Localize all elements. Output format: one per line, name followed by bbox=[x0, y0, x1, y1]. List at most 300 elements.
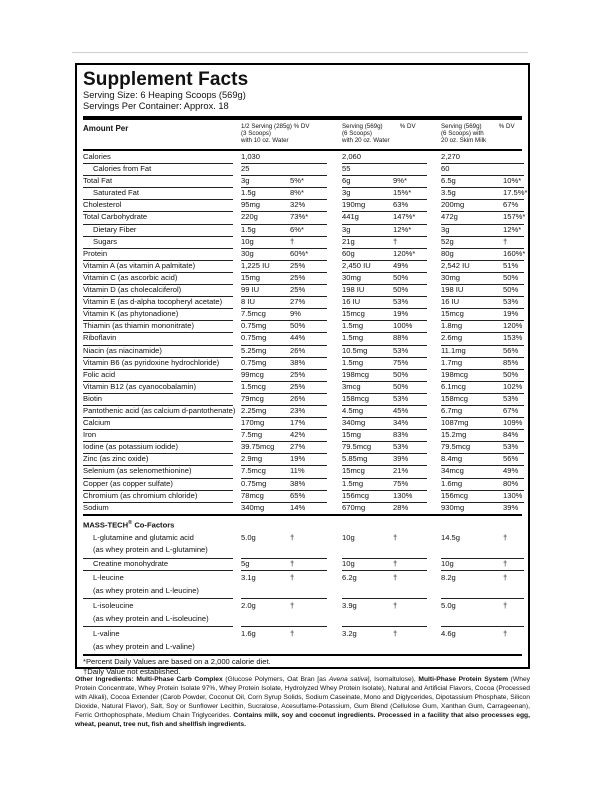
amount-serving-water: 55 bbox=[342, 164, 351, 174]
amount-serving-milk: 11.1mg bbox=[441, 345, 466, 355]
amount-serving-milk: 472g bbox=[441, 212, 458, 222]
dv-half-serving: 23% bbox=[290, 405, 306, 415]
dv-serving-water: 53% bbox=[393, 345, 409, 355]
row-divider bbox=[342, 626, 427, 627]
nutrient-name: Calories bbox=[83, 152, 111, 161]
nutrient-row bbox=[83, 211, 526, 223]
nutrient-name: Calories from Fat bbox=[93, 164, 152, 174]
amount-serving-water: 30mg bbox=[342, 272, 361, 282]
amount-serving-milk: 6.7mg bbox=[441, 405, 463, 415]
cofactor-a: 3.1g bbox=[241, 573, 256, 583]
dv-serving-milk: 120% bbox=[503, 321, 523, 331]
nutrient-row bbox=[83, 453, 522, 465]
amount-half-serving: 7.5mcg bbox=[241, 466, 266, 476]
cofactor-a: 1.6g bbox=[241, 629, 256, 639]
footnotes bbox=[83, 654, 522, 676]
dv-serving-milk: 102% bbox=[503, 381, 523, 391]
nutrient-name: Total Carbohydrate bbox=[83, 212, 148, 222]
dv-serving-milk: 157%* bbox=[503, 212, 526, 222]
amount-serving-water: 158mcg bbox=[342, 393, 370, 403]
nutrient-row bbox=[83, 369, 522, 381]
nutrient-table bbox=[83, 149, 528, 514]
dv-half-serving: 25% bbox=[290, 272, 306, 282]
amount-serving-water: 1.5mg bbox=[342, 357, 364, 367]
amount-serving-milk: 200mg bbox=[441, 200, 465, 210]
amount-serving-water: 156mcg bbox=[342, 490, 370, 500]
nutrient-name: Niacin (as niacinamide) bbox=[83, 345, 162, 355]
nutrient-row bbox=[83, 465, 522, 477]
amount-serving-water: 15mcg bbox=[342, 466, 365, 476]
amount-half-serving: 30g bbox=[241, 248, 254, 258]
nutrient-name: Vitamin C (as ascorbic acid) bbox=[83, 272, 178, 282]
nutrient-row bbox=[83, 417, 522, 429]
nutrient-name: Vitamin D (as cholecalciferol) bbox=[83, 285, 182, 295]
nutrient-row bbox=[83, 260, 522, 272]
dv-serving-water: 19% bbox=[393, 309, 409, 319]
amount-serving-milk: 1.6mg bbox=[441, 478, 463, 488]
dv-half-serving: 9% bbox=[290, 309, 301, 319]
row-divider bbox=[83, 429, 233, 430]
dv-serving-milk: 84% bbox=[503, 430, 519, 440]
nutrient-name: Iron bbox=[83, 430, 97, 440]
amount-serving-water: 198 IU bbox=[342, 285, 365, 295]
amount-half-serving: 39.75mcg bbox=[241, 442, 275, 452]
nutrient-name: Total Fat bbox=[83, 176, 113, 186]
cofactor-name: L-isoleucine (as whey protein and L-isoleucine) bbox=[93, 601, 209, 623]
cofactor-row bbox=[83, 570, 522, 598]
amount-serving-water: 1.5mg bbox=[342, 321, 364, 331]
cofactor-ad: † bbox=[290, 629, 295, 639]
amount-serving-water: 21g bbox=[342, 236, 355, 246]
nutrient-row bbox=[83, 151, 522, 163]
dv-half-serving: 6%* bbox=[290, 224, 304, 234]
amount-half-serving: 8 IU bbox=[241, 297, 255, 307]
amount-half-serving: 0.75mg bbox=[241, 478, 267, 488]
row-divider bbox=[241, 248, 327, 249]
amount-serving-milk: 15mcg bbox=[441, 309, 464, 319]
row-divider bbox=[342, 224, 427, 225]
nutrient-row bbox=[83, 381, 522, 393]
dv-serving-milk: 17.5%* bbox=[503, 188, 528, 198]
top-divider bbox=[72, 52, 528, 53]
amount-half-serving: 15mg bbox=[241, 272, 260, 282]
amount-half-serving: 7.5mg bbox=[241, 430, 263, 440]
amount-serving-milk: 3g bbox=[441, 224, 450, 234]
amount-serving-water: 670mg bbox=[342, 502, 366, 512]
nutrient-name: Selenium (as selenomethionine) bbox=[83, 466, 192, 476]
dv-serving-milk: 56% bbox=[503, 345, 519, 355]
dv-serving-water: 50% bbox=[393, 285, 409, 295]
dv-serving-milk: 109% bbox=[503, 418, 523, 428]
other-ingredients: Other Ingredients: Multi-Phase Carb Complex (Glucose Polymers, Oat Bran [as Avena sativa], Isomaltulose), Multi-Phase Protein System (Whey Protein Concentrate, Whey Protein Isolate 97%, Whey Protein Isolate, Hydrolyzed Whey Protein Isolate), Natural and Artificial Flavors, Cocoa (Processed with Alkali), Cocoa Extender (Carob Powder, Coconut Oil, Corn Syrup Solids, Sodium Caseinate, Mono and Diglycerides, Dipotassium Phosphate, Silicon Dioxide, Natural Flavor), Salt, Soy or Sunflower Lecithin, Sucralose, Acesulfame-Potassium, Gum Blend (Cellulose Gum, Xanthan Gum, Carrageenan), Ferric Orthophosphate, Medium Chain Triglycerides. Contains milk, soy and coconut ingredients. Processed in a facility that also processes egg, wheat, peanut, tree nut, fish and shellfish ingredients. bbox=[75, 676, 531, 728]
dv-half-serving: 65% bbox=[290, 490, 306, 500]
row-divider bbox=[241, 163, 327, 164]
dv-half-serving: 60%* bbox=[290, 248, 309, 258]
dv-serving-water: 100% bbox=[393, 321, 413, 331]
dv-half-serving: 14% bbox=[290, 502, 306, 512]
row-divider bbox=[241, 598, 327, 599]
dv-serving-water: 53% bbox=[393, 393, 409, 403]
amount-serving-milk: 6.1mcg bbox=[441, 381, 466, 391]
amount-serving-water: 198mcg bbox=[342, 369, 370, 379]
col1-header: 1/2 Serving (285g) % DV (3 Scoops) with 10 oz. Water bbox=[241, 123, 310, 144]
nutrient-row bbox=[83, 405, 522, 417]
amount-serving-water: 1.5mg bbox=[342, 333, 364, 343]
row-divider bbox=[83, 393, 233, 394]
dv-half-serving: 44% bbox=[290, 333, 306, 343]
col3-header: Serving (569g) % DV (6 Scoops) with 20 oz. Skim Milk bbox=[441, 123, 515, 144]
amount-half-serving: 0.75mg bbox=[241, 321, 267, 331]
cofactor-ad: † bbox=[290, 601, 295, 611]
amount-serving-water: 4.5mg bbox=[342, 405, 364, 415]
amount-half-serving: 79mcg bbox=[241, 393, 264, 403]
dv-serving-milk: 49% bbox=[503, 466, 519, 476]
dv-serving-water: 50% bbox=[393, 369, 409, 379]
amount-serving-milk: 156mcg bbox=[441, 490, 469, 500]
cofactor-a: 2.0g bbox=[241, 601, 256, 611]
dv-half-serving: 27% bbox=[290, 297, 306, 307]
cofactor-name: L-leucine (as whey protein and L-leucine) bbox=[93, 573, 199, 595]
dv-half-serving: 25% bbox=[290, 369, 306, 379]
row-divider bbox=[441, 626, 524, 627]
amount-half-serving: 3g bbox=[241, 176, 250, 186]
cofactor-bd: † bbox=[393, 558, 398, 568]
amount-serving-milk: 60 bbox=[441, 164, 450, 174]
row-divider bbox=[441, 570, 524, 571]
dv-half-serving: 38% bbox=[290, 357, 306, 367]
amount-half-serving: 10g bbox=[241, 236, 254, 246]
dv-serving-water: 120%* bbox=[393, 248, 416, 258]
amount-serving-water: 79.5mcg bbox=[342, 442, 372, 452]
row-divider bbox=[342, 163, 427, 164]
nutrient-row bbox=[83, 441, 522, 453]
cofactor-ad: † bbox=[290, 532, 295, 542]
cofactor-b: 3.9g bbox=[342, 601, 357, 611]
footnote-dagger: †Daily Value not established. bbox=[83, 666, 181, 676]
amount-half-serving: 7.5mcg bbox=[241, 309, 266, 319]
cofactor-bd: † bbox=[393, 532, 398, 542]
nutrient-name: Iodine (as potassium iodide) bbox=[83, 442, 178, 452]
cofactor-ad: † bbox=[290, 573, 295, 583]
dv-serving-milk: 160%* bbox=[503, 248, 526, 258]
nutrient-row bbox=[83, 272, 522, 284]
dv-serving-milk: 19% bbox=[503, 309, 519, 319]
nutrient-row bbox=[83, 187, 528, 199]
serving-size: Serving Size: 6 Heaping Scoops (569g) bbox=[83, 90, 246, 100]
amount-serving-water: 2,060 bbox=[342, 152, 362, 161]
row-divider bbox=[441, 598, 524, 599]
dv-half-serving: 17% bbox=[290, 418, 306, 428]
nutrient-name: Vitamin B6 (as pyridoxine hydrochloride) bbox=[83, 357, 220, 367]
dv-serving-water: † bbox=[393, 236, 398, 246]
cofactor-name: L-valine (as whey protein and L-valine) bbox=[93, 629, 195, 651]
amount-half-serving: 95mg bbox=[241, 200, 260, 210]
cofactor-ad: † bbox=[290, 558, 295, 568]
dv-serving-milk: 50% bbox=[503, 272, 519, 282]
dv-serving-milk: 53% bbox=[503, 442, 519, 452]
row-divider bbox=[342, 558, 427, 559]
dv-serving-milk: 50% bbox=[503, 285, 519, 295]
nutrient-name: Vitamin B12 (as cyanocobalamin) bbox=[83, 381, 196, 391]
nutrient-name: Riboflavin bbox=[83, 333, 117, 343]
dv-half-serving: 26% bbox=[290, 393, 306, 403]
nutrient-row bbox=[83, 320, 522, 332]
cofactor-table bbox=[83, 530, 522, 655]
amount-half-serving: 1.5g bbox=[241, 224, 256, 234]
amount-serving-milk: 34mcg bbox=[441, 466, 464, 476]
amount-serving-milk: 52g bbox=[441, 236, 454, 246]
amount-half-serving: 25 bbox=[241, 164, 250, 174]
dv-half-serving: 50% bbox=[290, 321, 306, 331]
dv-serving-water: 12%* bbox=[393, 224, 412, 234]
amount-half-serving: 170mg bbox=[241, 418, 265, 428]
dv-half-serving: 42% bbox=[290, 430, 306, 440]
amount-serving-milk: 3.5g bbox=[441, 188, 456, 198]
row-divider bbox=[342, 187, 427, 188]
dv-serving-water: 53% bbox=[393, 297, 409, 307]
dv-serving-water: 21% bbox=[393, 466, 409, 476]
nutrient-row bbox=[83, 308, 522, 320]
nutrient-name: Dietary Fiber bbox=[93, 224, 137, 234]
row-divider bbox=[241, 175, 327, 176]
nutrient-name: Vitamin A (as vitamin A palmitate) bbox=[83, 260, 196, 270]
cofactor-row bbox=[83, 530, 522, 558]
dv-serving-milk: 12%* bbox=[503, 224, 522, 234]
amount-half-serving: 0.75mg bbox=[241, 357, 267, 367]
nutrient-name: Biotin bbox=[83, 393, 102, 403]
amount-serving-water: 190mg bbox=[342, 200, 366, 210]
row-divider bbox=[342, 598, 427, 599]
dv-serving-milk: 67% bbox=[503, 200, 519, 210]
cofactor-bd: † bbox=[393, 573, 398, 583]
amount-serving-water: 3g bbox=[342, 224, 351, 234]
amount-serving-water: 441g bbox=[342, 212, 359, 222]
amount-serving-milk: 15.2mg bbox=[441, 430, 467, 440]
dv-serving-water: 130% bbox=[393, 490, 413, 500]
row-divider bbox=[83, 598, 233, 599]
dv-serving-water: 39% bbox=[393, 454, 409, 464]
amount-serving-water: 6g bbox=[342, 176, 351, 186]
amount-serving-milk: 80g bbox=[441, 248, 454, 258]
cofactor-b: 6.2g bbox=[342, 573, 357, 583]
amount-serving-milk: 79.5mcg bbox=[441, 442, 471, 452]
amount-serving-milk: 2,270 bbox=[441, 152, 461, 161]
dv-serving-water: 49% bbox=[393, 260, 409, 270]
nutrient-row bbox=[83, 429, 522, 441]
row-divider bbox=[342, 236, 427, 237]
nutrient-name: Sodium bbox=[83, 502, 109, 512]
nutrient-row bbox=[83, 163, 522, 175]
nutrient-row bbox=[83, 236, 522, 248]
cofactor-cd: † bbox=[503, 532, 508, 542]
dv-serving-water: 63% bbox=[393, 200, 409, 210]
cofactor-row bbox=[83, 558, 522, 571]
nutrient-row bbox=[83, 502, 522, 514]
footnote-dv: *Percent Daily Values are based on a 2,000 calorie diet. bbox=[83, 657, 271, 667]
amount-serving-water: 3mcg bbox=[342, 381, 361, 391]
amount-serving-milk: 16 IU bbox=[441, 297, 460, 307]
servings-per-container: Servings Per Container: Approx. 18 bbox=[83, 101, 229, 111]
dv-half-serving: 8%* bbox=[290, 188, 304, 198]
row-divider bbox=[83, 626, 233, 627]
dv-half-serving: 25% bbox=[290, 260, 306, 270]
cofactor-b: 3.2g bbox=[342, 629, 357, 639]
amount-half-serving: 340mg bbox=[241, 502, 265, 512]
row-divider bbox=[241, 236, 327, 237]
cofactor-cd: † bbox=[503, 558, 508, 568]
nutrient-row bbox=[83, 478, 522, 490]
dv-serving-milk: 130% bbox=[503, 490, 523, 500]
nutrient-row bbox=[83, 357, 522, 369]
cofactor-c: 4.6g bbox=[441, 629, 456, 639]
cofactor-b: 10g bbox=[342, 558, 355, 568]
amount-per-label: Amount Per bbox=[83, 124, 129, 133]
supplement-facts-panel bbox=[75, 63, 530, 676]
row-divider bbox=[241, 558, 327, 559]
dv-serving-milk: 50% bbox=[503, 369, 519, 379]
nutrient-row bbox=[83, 284, 522, 296]
cofactor-bd: † bbox=[393, 601, 398, 611]
nutrient-row bbox=[83, 296, 522, 308]
amount-half-serving: 1.5mcg bbox=[241, 381, 266, 391]
amount-half-serving: 0.75mg bbox=[241, 333, 267, 343]
dv-serving-milk: 51% bbox=[503, 260, 519, 270]
nutrient-name: Calcium bbox=[83, 418, 111, 428]
dv-half-serving: 5%* bbox=[290, 176, 304, 186]
cofactor-a: 5.0g bbox=[241, 532, 256, 542]
amount-serving-water: 60g bbox=[342, 248, 355, 258]
cofactor-cd: † bbox=[503, 629, 508, 639]
dv-half-serving: † bbox=[290, 236, 295, 246]
cofactor-cd: † bbox=[503, 573, 508, 583]
amount-serving-milk: 198mcg bbox=[441, 369, 469, 379]
row-divider bbox=[241, 570, 327, 571]
panel-title: Supplement Facts bbox=[83, 69, 249, 90]
amount-serving-water: 3g bbox=[342, 188, 351, 198]
nutrient-name: Vitamin K (as phytonadione) bbox=[83, 309, 179, 319]
row-divider bbox=[241, 626, 327, 627]
nutrient-name: Sugars bbox=[93, 236, 118, 246]
cofactor-name: Creatine monohydrate bbox=[93, 558, 169, 568]
dv-serving-milk: 85% bbox=[503, 357, 519, 367]
row-divider bbox=[342, 570, 427, 571]
amount-half-serving: 2.25mg bbox=[241, 405, 267, 415]
amount-serving-milk: 930mg bbox=[441, 502, 465, 512]
dv-half-serving: 26% bbox=[290, 345, 306, 355]
amount-serving-water: 15mg bbox=[342, 430, 361, 440]
amount-serving-milk: 198 IU bbox=[441, 285, 464, 295]
amount-half-serving: 78mcg bbox=[241, 490, 264, 500]
amount-serving-water: 340mg bbox=[342, 418, 366, 428]
dv-serving-water: 147%* bbox=[393, 212, 416, 222]
amount-serving-milk: 1087mg bbox=[441, 418, 469, 428]
dv-serving-milk: 39% bbox=[503, 502, 519, 512]
nutrient-name: Copper (as copper sulfate) bbox=[83, 478, 173, 488]
dv-half-serving: 73%* bbox=[290, 212, 309, 222]
cofactor-row bbox=[83, 598, 522, 626]
amount-half-serving: 1,225 IU bbox=[241, 260, 270, 270]
cofactor-c: 10g bbox=[441, 558, 454, 568]
cofactors-header: MASS-TECH® Co-Factors bbox=[83, 514, 522, 530]
dv-serving-water: 28% bbox=[393, 502, 409, 512]
nutrient-row bbox=[83, 199, 522, 211]
column-header bbox=[83, 116, 522, 149]
dv-half-serving: 25% bbox=[290, 285, 306, 295]
cofactor-b: 10g bbox=[342, 532, 355, 542]
nutrient-row bbox=[83, 345, 522, 357]
dv-serving-water: 45% bbox=[393, 405, 409, 415]
amount-serving-milk: 6.5g bbox=[441, 176, 456, 186]
dv-serving-water: 34% bbox=[393, 418, 409, 428]
dv-serving-water: 15%* bbox=[393, 188, 412, 198]
dv-serving-water: 53% bbox=[393, 442, 409, 452]
dv-serving-water: 75% bbox=[393, 357, 409, 367]
nutrient-name: Cholesterol bbox=[83, 200, 122, 210]
dv-serving-water: 50% bbox=[393, 381, 409, 391]
amount-half-serving: 1,030 bbox=[241, 152, 261, 161]
nutrient-name: Folic acid bbox=[83, 369, 116, 379]
amount-serving-water: 1.5mg bbox=[342, 478, 364, 488]
nutrient-row bbox=[83, 393, 522, 405]
dv-serving-milk: 67% bbox=[503, 405, 519, 415]
dv-serving-milk: † bbox=[503, 236, 508, 246]
dv-serving-milk: 53% bbox=[503, 393, 519, 403]
cofactor-row bbox=[83, 626, 522, 654]
cofactor-c: 14.5g bbox=[441, 532, 461, 542]
dv-serving-water: 50% bbox=[393, 272, 409, 282]
amount-serving-water: 5.85mg bbox=[342, 454, 368, 464]
amount-serving-water: 2,450 IU bbox=[342, 260, 371, 270]
nutrient-name: Vitamin E (as d-alpha tocopheryl acetate) bbox=[83, 297, 223, 307]
row-divider bbox=[83, 570, 233, 571]
amount-half-serving: 1.5g bbox=[241, 188, 256, 198]
cofactor-cd: † bbox=[503, 601, 508, 611]
nutrient-name: Saturated Fat bbox=[93, 188, 140, 198]
cofactor-name: L-glutamine and glutamic acid (as whey protein and L-glutamine) bbox=[93, 532, 208, 555]
amount-serving-water: 10.5mg bbox=[342, 345, 368, 355]
amount-serving-milk: 2.6mg bbox=[441, 333, 463, 343]
amount-serving-milk: 2,542 IU bbox=[441, 260, 470, 270]
dv-half-serving: 27% bbox=[290, 442, 306, 452]
dv-half-serving: 38% bbox=[290, 478, 306, 488]
dv-serving-water: 75% bbox=[393, 478, 409, 488]
dv-serving-milk: 10%* bbox=[503, 176, 522, 186]
dv-serving-milk: 80% bbox=[503, 478, 519, 488]
dv-serving-milk: 53% bbox=[503, 297, 519, 307]
amount-serving-milk: 158mcg bbox=[441, 393, 469, 403]
cofactor-bd: † bbox=[393, 629, 398, 639]
nutrient-name: Protein bbox=[83, 248, 108, 258]
nutrient-row bbox=[83, 224, 522, 236]
amount-serving-water: 16 IU bbox=[342, 297, 361, 307]
amount-serving-milk: 8.4mg bbox=[441, 454, 463, 464]
dv-serving-water: 88% bbox=[393, 333, 409, 343]
amount-half-serving: 99mcg bbox=[241, 369, 264, 379]
dv-serving-water: 83% bbox=[393, 430, 409, 440]
row-divider bbox=[342, 175, 427, 176]
dv-half-serving: 32% bbox=[290, 200, 306, 210]
amount-half-serving: 5.25mg bbox=[241, 345, 267, 355]
amount-half-serving: 99 IU bbox=[241, 285, 260, 295]
amount-serving-milk: 1.8mg bbox=[441, 321, 463, 331]
nutrient-name: Thiamin (as thiamin mononitrate) bbox=[83, 321, 194, 331]
amount-half-serving: 220g bbox=[241, 212, 258, 222]
dv-half-serving: 19% bbox=[290, 454, 306, 464]
nutrient-row bbox=[83, 490, 522, 502]
dv-half-serving: 11% bbox=[290, 466, 305, 476]
cofactor-c: 5.0g bbox=[441, 601, 456, 611]
nutrient-name: Zinc (as zinc oxide) bbox=[83, 454, 149, 464]
